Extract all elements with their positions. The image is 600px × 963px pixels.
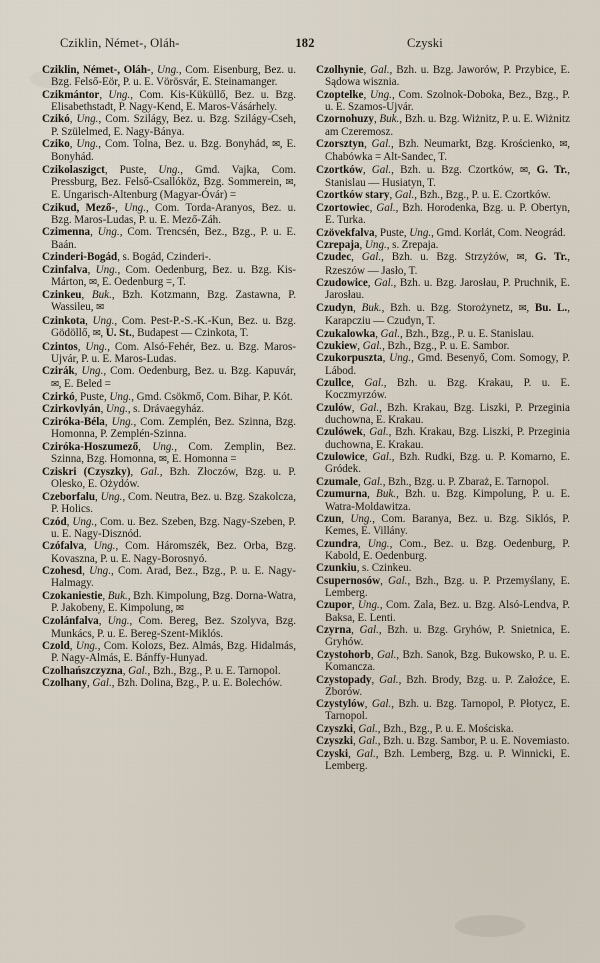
dictionary-entry: Czunkiu, s. Czinkeu. [316, 562, 412, 575]
dictionary-entry: Czirkovlyán, Ung., s. Drávaegyház. [42, 403, 205, 416]
dictionary-entry: Czortków, Gal., Bzh. u. Bzg. Czortków, ✉, G. Tr., Stanislau — Husiatyn, T. [316, 163, 570, 189]
dictionary-entry: Czód, Ung., Com. u. Bez. Szeben, Bzg. Nagy-Szeben, P. u. E. Nagy-Disznód. [42, 515, 296, 540]
dictionary-entry: Cziróka-Béla, Ung., Com. Zemplén, Bez. Szinna, Bzg. Homonna, P. Zemplén-Szinna. [42, 415, 296, 441]
dictionary-entry: Czukiew, Gal., Bzh., Bzg., P. u. E. Sambor. [316, 339, 510, 352]
dictionary-entry: Czolhany, Gal., Bzh. Dolina, Bzg., P. u. E. Bolechów. [42, 677, 283, 690]
dictionary-entry: Czullce, Gal., Bzh. u. Bzg. Krakau, P. u. E. Koczmyrzów. [316, 377, 570, 402]
dictionary-entry: Czolánfalva, Ung., Com. Bereg, Bez. Szolyva, Bzg. Munkács, P. u. E. Bereg-Szent-Miklós. [42, 615, 296, 640]
dictionary-entry: Czoptelke, Ung., Com. Szolnok-Doboka, Bez., Bzg., P. u. E. Szamos-Ujvár. [316, 88, 570, 113]
page-columns [38, 64, 574, 927]
dictionary-entry: Csupernosów, Gal., Bzh., Bzg. u. P. Przemyślany, E. Lemberg. [316, 574, 570, 599]
page-number: 182 [295, 36, 315, 50]
dictionary-entry: Czold, Ung., Com. Kolozs, Bez. Almás, Bzg. Hidalmás, P. Nagy-Almás, E. Bánffy-Hunyad. [42, 640, 296, 665]
dictionary-entry: Czyski, Gal., Bzh. Lemberg, Bzg. u. P. Winnicki, E. Lemberg. [316, 747, 570, 772]
dictionary-entry: Czun, Ung., Com. Baranya, Bez. u. Bzg. Siklós, P. Kemes, E. Villány. [316, 512, 570, 538]
dictionary-entry: Czyszki, Gal., Bzh. u. Bzg. Sambor, P. u. E. Novemiasto. [316, 735, 570, 748]
dictionary-entry: Czudowice, Gal., Bzh. u. Bzg. Jarosłau, P. Pruchnik, E. Jarosłau. [316, 277, 570, 302]
dictionary-entry: Czyszki, Gal., Bzh., Bzg., P. u. E. Mościska. [316, 722, 514, 735]
dictionary-entry: Czohesd, Ung., Com. Arad, Bez., Bzg., P. u. E. Nagy-Halmagy. [42, 564, 296, 590]
dictionary-entry: Czikud, Mező-, Ung., Com. Torda-Aranyos, Bez. u. Bzg. Maros-Ludas, P. u. E. Mező-Záh. [42, 201, 296, 226]
dictionary-entry: Czorsztyn, Gal., Bzh. Neumarkt, Bzg. Krościenko, ✉, Chabówka = Alt-Sandec, T. [316, 138, 570, 164]
dictionary-entry: Czokaniestie, Buk., Bzh. Kimpolung, Bzg. Dorna-Watra, P. Jakobeny, E. Kimpolung, ✉ [42, 589, 296, 614]
dictionary-entry: Czundra, Ung., Com., Bez. u. Bzg. Oedenburg, P. Kabold, E. Oedenburg. [316, 537, 570, 562]
dictionary-entry: Czimenna, Ung., Com. Trencsén, Bez., Bzg., P. u. E. Baán. [42, 226, 296, 251]
dictionary-entry: Czeborfalu, Ung., Com. Neutra, Bez. u. Bzg. Szakolcza, P. Holics. [42, 490, 296, 516]
dictionary-entry: Czinfalva, Ung., Com. Oedenburg, Bez. u. Bzg. Kis-Márton, ✉, E. Oedenburg =, T. [42, 263, 296, 288]
dictionary-entry: Czövekfalva, Puste, Ung., Gmd. Korlát, Com. Neográd. [316, 226, 566, 239]
dictionary-entry: Czupor, Ung., Com. Zala, Bez. u. Bzg. Alsó-Lendva, P. Baksa, E. Lenti. [316, 599, 570, 624]
dictionary-entry: Czulów, Gal., Bzh. Krakau, Bzg. Liszki, P. Przeginia duchowna, E. Krakau. [316, 401, 570, 426]
page-header [60, 36, 556, 54]
dictionary-entry: Cziróka-Hoszumező, Ung., Com. Zemplin, Bez. Szinna, Bzg. Homonna, ✉, E. Homonna = [42, 440, 296, 465]
dictionary-entry: Czyrna, Gal., Bzh. u. Bzg. Gryhów, P. Snietnica, E. Gryhów. [316, 624, 570, 649]
dictionary-entry: Czulowice, Gal., Bzh. Rudki, Bzg. u. P. Komarno, E. Gródek. [316, 451, 570, 476]
dictionary-entry: Czikolaszigct, Puste, Ung., Gmd. Vajka, Com. Pressburg, Bez. Felső-Csallóköz, Bzg. Sommerein, ✉, E. Ungarisch-Altenburg (Magyar-Óvár) = [42, 163, 296, 202]
dictionary-entry: Czinkota, Ung., Com. Pest-P.-S.-K.-Kun, Bez. u. Bzg. Gödöllő, ✉, U. St., Budapest — Czinkota, T. [42, 314, 296, 340]
dictionary-entry: Czumurna, Buk., Bzh. u. Bzg. Kimpolung, P. u. E. Watra-Moldawitza. [316, 488, 570, 513]
dictionary-entry: Cziko, Ung., Com. Tolna, Bez. u. Bzg. Bonyhád, ✉, E. Bonyhád. [42, 138, 296, 164]
header-right-guideword: Czyski [407, 36, 443, 50]
header-left-guideword: Cziklin, Német-, Oláh- [60, 36, 180, 50]
dictionary-entry: Czukorpuszta, Ung., Gmd. Besenyő, Com. Somogy, P. Lábod. [316, 352, 570, 377]
dictionary-entry: Czudyn, Buk., Bzh. u. Bzg. Storożynetz, ✉, Bu. L., Karapcziu — Czudyn, T. [316, 301, 570, 328]
dictionary-entry: Czinderi-Bogád, s. Bogád, Czinderi-. [42, 251, 212, 264]
dictionary-entry: Czudec, Gal., Bzh. u. Bzg. Strzyżów, ✉, G. Tr., Rzeszów — Jasło, T. [316, 251, 570, 277]
dictionary-entry: Czintos, Ung., Com. Alsó-Fehér, Bez. u. Bzg. Maros-Ujvár, P. u. E. Maros-Ludas. [42, 340, 296, 365]
dictionary-entry: Czolhynie, Gal., Bzh. u. Bzg. Jaworów, P. Przybice, E. Sądowa wisznia. [316, 64, 570, 89]
dictionary-entry: Czikmántor, Ung., Com. Kis-Küküllő, Bez. u. Bzg. Elisabethstadt, P. Nagy-Kend, E. Maros-Vásárhely. [42, 88, 296, 113]
dictionary-entry: Cziskri (Czyszky), Gal., Bzh. Złoczów, Bzg. u. P. Olesko, E. Ożydów. [42, 466, 296, 491]
dictionary-entry: Czirák, Ung., Com. Oedenburg, Bez. u. Bzg. Kapuvár, ✉, E. Beled = [42, 365, 296, 390]
dictionary-entry: Czornohuzy, Buk., Bzh. u. Bzg. Wiżnitz, P. u. E. Wiżnitz am Czeremosz. [316, 113, 570, 138]
dictionary-entry: Czófalva, Ung., Com. Háromszék, Bez. Orba, Bzg. Kovaszna, P. u. E. Nagy-Borosnyó. [42, 540, 296, 565]
dictionary-entry: Czirkó, Puste, Ung., Gmd. Csökmő, Com. Bihar, P. Kót. [42, 390, 293, 403]
dictionary-entry: Czystohorb, Gal., Bzh. Sanok, Bzg. Bukowsko, P. u. E. Komancza. [316, 648, 570, 674]
dictionary-entry: Czukalowka, Gal., Bzh., Bzg., P. u. E. Stanislau. [316, 327, 535, 340]
dictionary-entry: Czystylów, Gal., Bzh. u. Bzg. Tarnopol, P. Płotycz, E. Tarnopol. [316, 698, 570, 723]
dictionary-entry: Czulówek, Gal., Bzh. Krakau, Bzg. Liszki, P. Przeginia duchowna, E. Krakau. [316, 426, 570, 451]
column-left [38, 64, 300, 927]
dictionary-entry: Czystopady, Gal., Bzh. Brody, Bzg. u. P. Załoźce, E. Zborów. [316, 673, 570, 698]
dictionary-entry: Czolhańszczyzna, Gal., Bzh., Bzg., P. u. E. Tarnopol. [42, 664, 281, 677]
dictionary-entry: Czumale, Gal., Bzh., Bzg. u. P. Zbaraż, E. Tarnopol. [316, 475, 550, 488]
dictionary-entry: Czortowiec, Gal., Bzh. Horodenka, Bzg. u. P. Obertyn, E. Turka. [316, 201, 570, 227]
dictionary-entry: Czrepaja, Ung., s. Zrepaja. [316, 239, 439, 251]
dictionary-entry: Cziklin, Német-, Oláh-, Ung., Com. Eisenburg, Bez. u. Bzg. Felső-Eör, P. u. E. Vörösvár, E. Steinamanger. [42, 64, 296, 89]
column-right [312, 64, 574, 927]
dictionary-entry: Czikó, Ung., Com. Szilágy, Bez. u. Bzg. Szilágy-Cseh, P. Szülelmed, E. Nagy-Bánya. [42, 113, 296, 138]
dictionary-entry: Czortków stary, Gal., Bzh., Bzg., P. u. E. Czortków. [316, 189, 551, 202]
dictionary-entry: Czinkeu, Buk., Bzh. Kotzmann, Bzg. Zastawna, P. Wassileu, ✉ [42, 289, 296, 314]
